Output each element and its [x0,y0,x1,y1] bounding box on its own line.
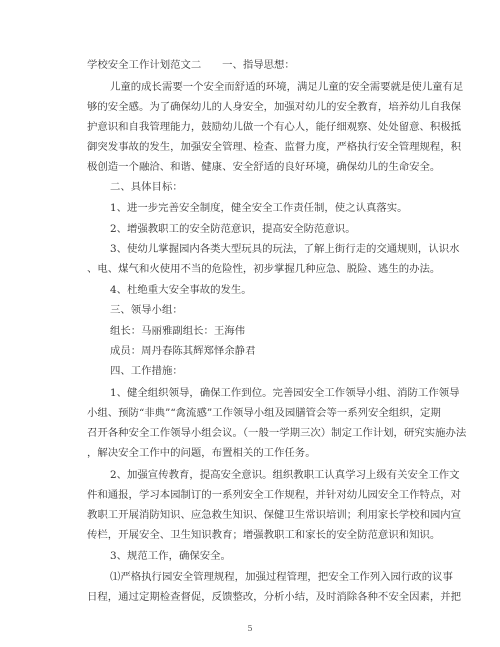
measure-heading: 3、规范工作，确保安全。 [110,550,231,562]
group-leader-line: 组长：马丽雅副组长：王海伟 [110,325,246,337]
paragraph-line: 儿童的成长需要一个安全而舒适的环境，满足儿童的安全需要就是使儿童有足 [110,81,464,93]
measure-line: 件和通报，学习本园制订的一系列安全工作规程，并针对幼儿园安全工作特点，对 [87,489,462,501]
paragraph-line: 护意识和自我管理能力，鼓励幼儿做一个有心人，能仔细观察、处处留意、积极抵 [87,121,462,133]
paragraph-line: 够的安全感。为了确保幼儿的人身安全，加强对幼儿的安全教育，培养幼儿自我保 [87,101,462,113]
list-item: 3、使幼儿掌握园内各类大型玩具的玩法，了解上街行走的交通规则，认识水 [110,243,460,255]
measure-line: 教职工开展消防知识、应急救生知识、保健卫生常识培训；利用家长学校和园内宣 [87,509,462,521]
page-number: 5 [247,624,253,633]
section-heading: 二、具体目标： [110,181,183,193]
measure-line: 日程，通过定期检查督促，反馈整改，分析小结，及时消除各种不安全因素，并把 [87,591,462,603]
list-item: 2、增强教职工的安全防范意识，提高安全防范意识。 [110,223,356,235]
list-item: 4、杜绝重大安全事故的发生。 [110,284,252,296]
measure-line: ⑴严格执行园安全管理规程，加强过程管理，把安全工作列入园行政的议事 [110,571,453,583]
document-heading-line: 学校安全工作计划范文二 一、指导思想： [87,59,295,71]
measure-line: 小组、预防“非典”“禽流感”工作领导小组及园膳管会等一系列安全组织，定期 [87,407,441,419]
paragraph-line: 极创造一个融洽、和谐、健康、安全舒适的良好环境，确保幼儿的生命安全。 [87,161,441,173]
measure-line: 召开各种安全工作领导小组会议。（一般一学期三次）制定工作计划，研究实施办法 [87,427,467,439]
list-item-continuation: 、电、煤气和火使用不当的危险性，初步掌握几种应急、脱险、逃生的办法。 [87,263,441,275]
measure-line: ，解决安全工作中的问题，布置相关的工作任务。 [87,447,316,459]
measure-line: 传栏，开展安全、卫生知识教育；增强教职工和家长的安全防范意识和知识。 [87,529,441,541]
group-members-line: 成员：周丹春陈其辉郑怿余静君 [110,345,256,357]
list-item: 1、进一步完善安全制度，健全安全工作责任制，使之认真落实。 [110,202,408,214]
measure-line: 1、健全组织领导，确保工作到位。完善园安全工作领导小组、消防工作领导 [110,387,460,399]
paragraph-line: 御突发事故的发生，加强安全管理、检查、监督力度，严格执行安全管理规程，积 [87,141,462,153]
section-heading: 三、领导小组： [110,304,183,316]
section-heading: 四、工作措施： [110,365,183,377]
measure-line: 2、加强宣传教育，提高安全意识。组织教职工认真学习上级有关安全工作文 [110,469,460,481]
